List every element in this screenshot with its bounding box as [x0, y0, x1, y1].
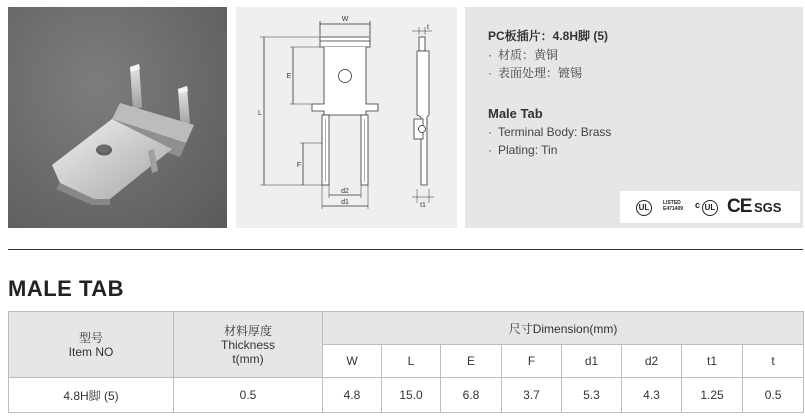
- spec-item-plating-en: · Plating: Tin: [488, 143, 558, 157]
- male-tab-photo-illustration: [8, 7, 227, 228]
- header-dim-t1: t1: [682, 345, 743, 378]
- table-row: [9, 378, 804, 413]
- cell-e: 6.8: [441, 378, 502, 413]
- spec-item-plating-cn: · 表面处理：镀锡: [488, 66, 583, 80]
- cell-f: 3.7: [502, 378, 562, 413]
- sgs-mark-icon: SGS: [754, 200, 782, 215]
- header-thickness: 材料厚度 Thickness t(mm): [174, 312, 323, 378]
- dim-label-t: t: [427, 24, 429, 31]
- header-dim-d1: d1: [562, 345, 622, 378]
- certification-marks: [620, 191, 800, 223]
- dim-label-d2: d2: [341, 188, 349, 195]
- header-dim-t: t: [743, 345, 804, 378]
- spec-item-material-cn: · 材质：黄铜: [488, 48, 559, 62]
- dim-label-t1: t1: [420, 202, 426, 209]
- spec-title-en: Male Tab: [488, 106, 543, 121]
- dimension-drawing: [236, 7, 457, 228]
- section-divider: [8, 249, 803, 250]
- header-dim-d2: d2: [622, 345, 682, 378]
- cell-l: 15.0: [382, 378, 441, 413]
- header-dimension: 尺寸Dimension(mm): [323, 312, 804, 345]
- dim-label-l: L: [258, 110, 262, 117]
- dim-label-w: W: [341, 16, 349, 23]
- header-dim-f: F: [502, 345, 562, 378]
- product-photo: [8, 7, 227, 228]
- ce-mark-icon: CE: [727, 196, 752, 217]
- cell-item-no: 4.8H脚 (5): [9, 378, 174, 413]
- spec-item-body-en: · Terminal Body: Brass: [488, 125, 612, 139]
- section-title: MALE TAB: [8, 276, 125, 301]
- cell-thickness: 0.5: [174, 378, 323, 413]
- dimension-table: [8, 311, 804, 413]
- header-dim-e: E: [441, 345, 502, 378]
- cell-t: 0.5: [743, 378, 804, 413]
- ul-logo-icon: UL: [636, 200, 652, 216]
- ul-listed-text: LISTED E471409: [663, 200, 684, 212]
- header-dim-l: L: [382, 345, 441, 378]
- dim-label-d1: d1: [341, 199, 349, 206]
- cell-t1: 1.25: [682, 378, 743, 413]
- cul-logo-icon: UL: [702, 200, 718, 216]
- dim-label-f: F: [296, 162, 302, 169]
- header-item-no: 型号 Item NO: [9, 312, 174, 378]
- technical-drawing: [236, 7, 457, 228]
- cell-w: 4.8: [323, 378, 382, 413]
- cell-d2: 4.3: [622, 378, 682, 413]
- spec-panel: [465, 7, 803, 228]
- header-dim-w: W: [323, 345, 382, 378]
- spec-title-cn: PC板插片：4.8H脚 (5): [488, 29, 609, 43]
- cul-c-mark: c: [695, 200, 701, 210]
- cell-d1: 5.3: [562, 378, 622, 413]
- dim-label-e: E: [286, 73, 292, 80]
